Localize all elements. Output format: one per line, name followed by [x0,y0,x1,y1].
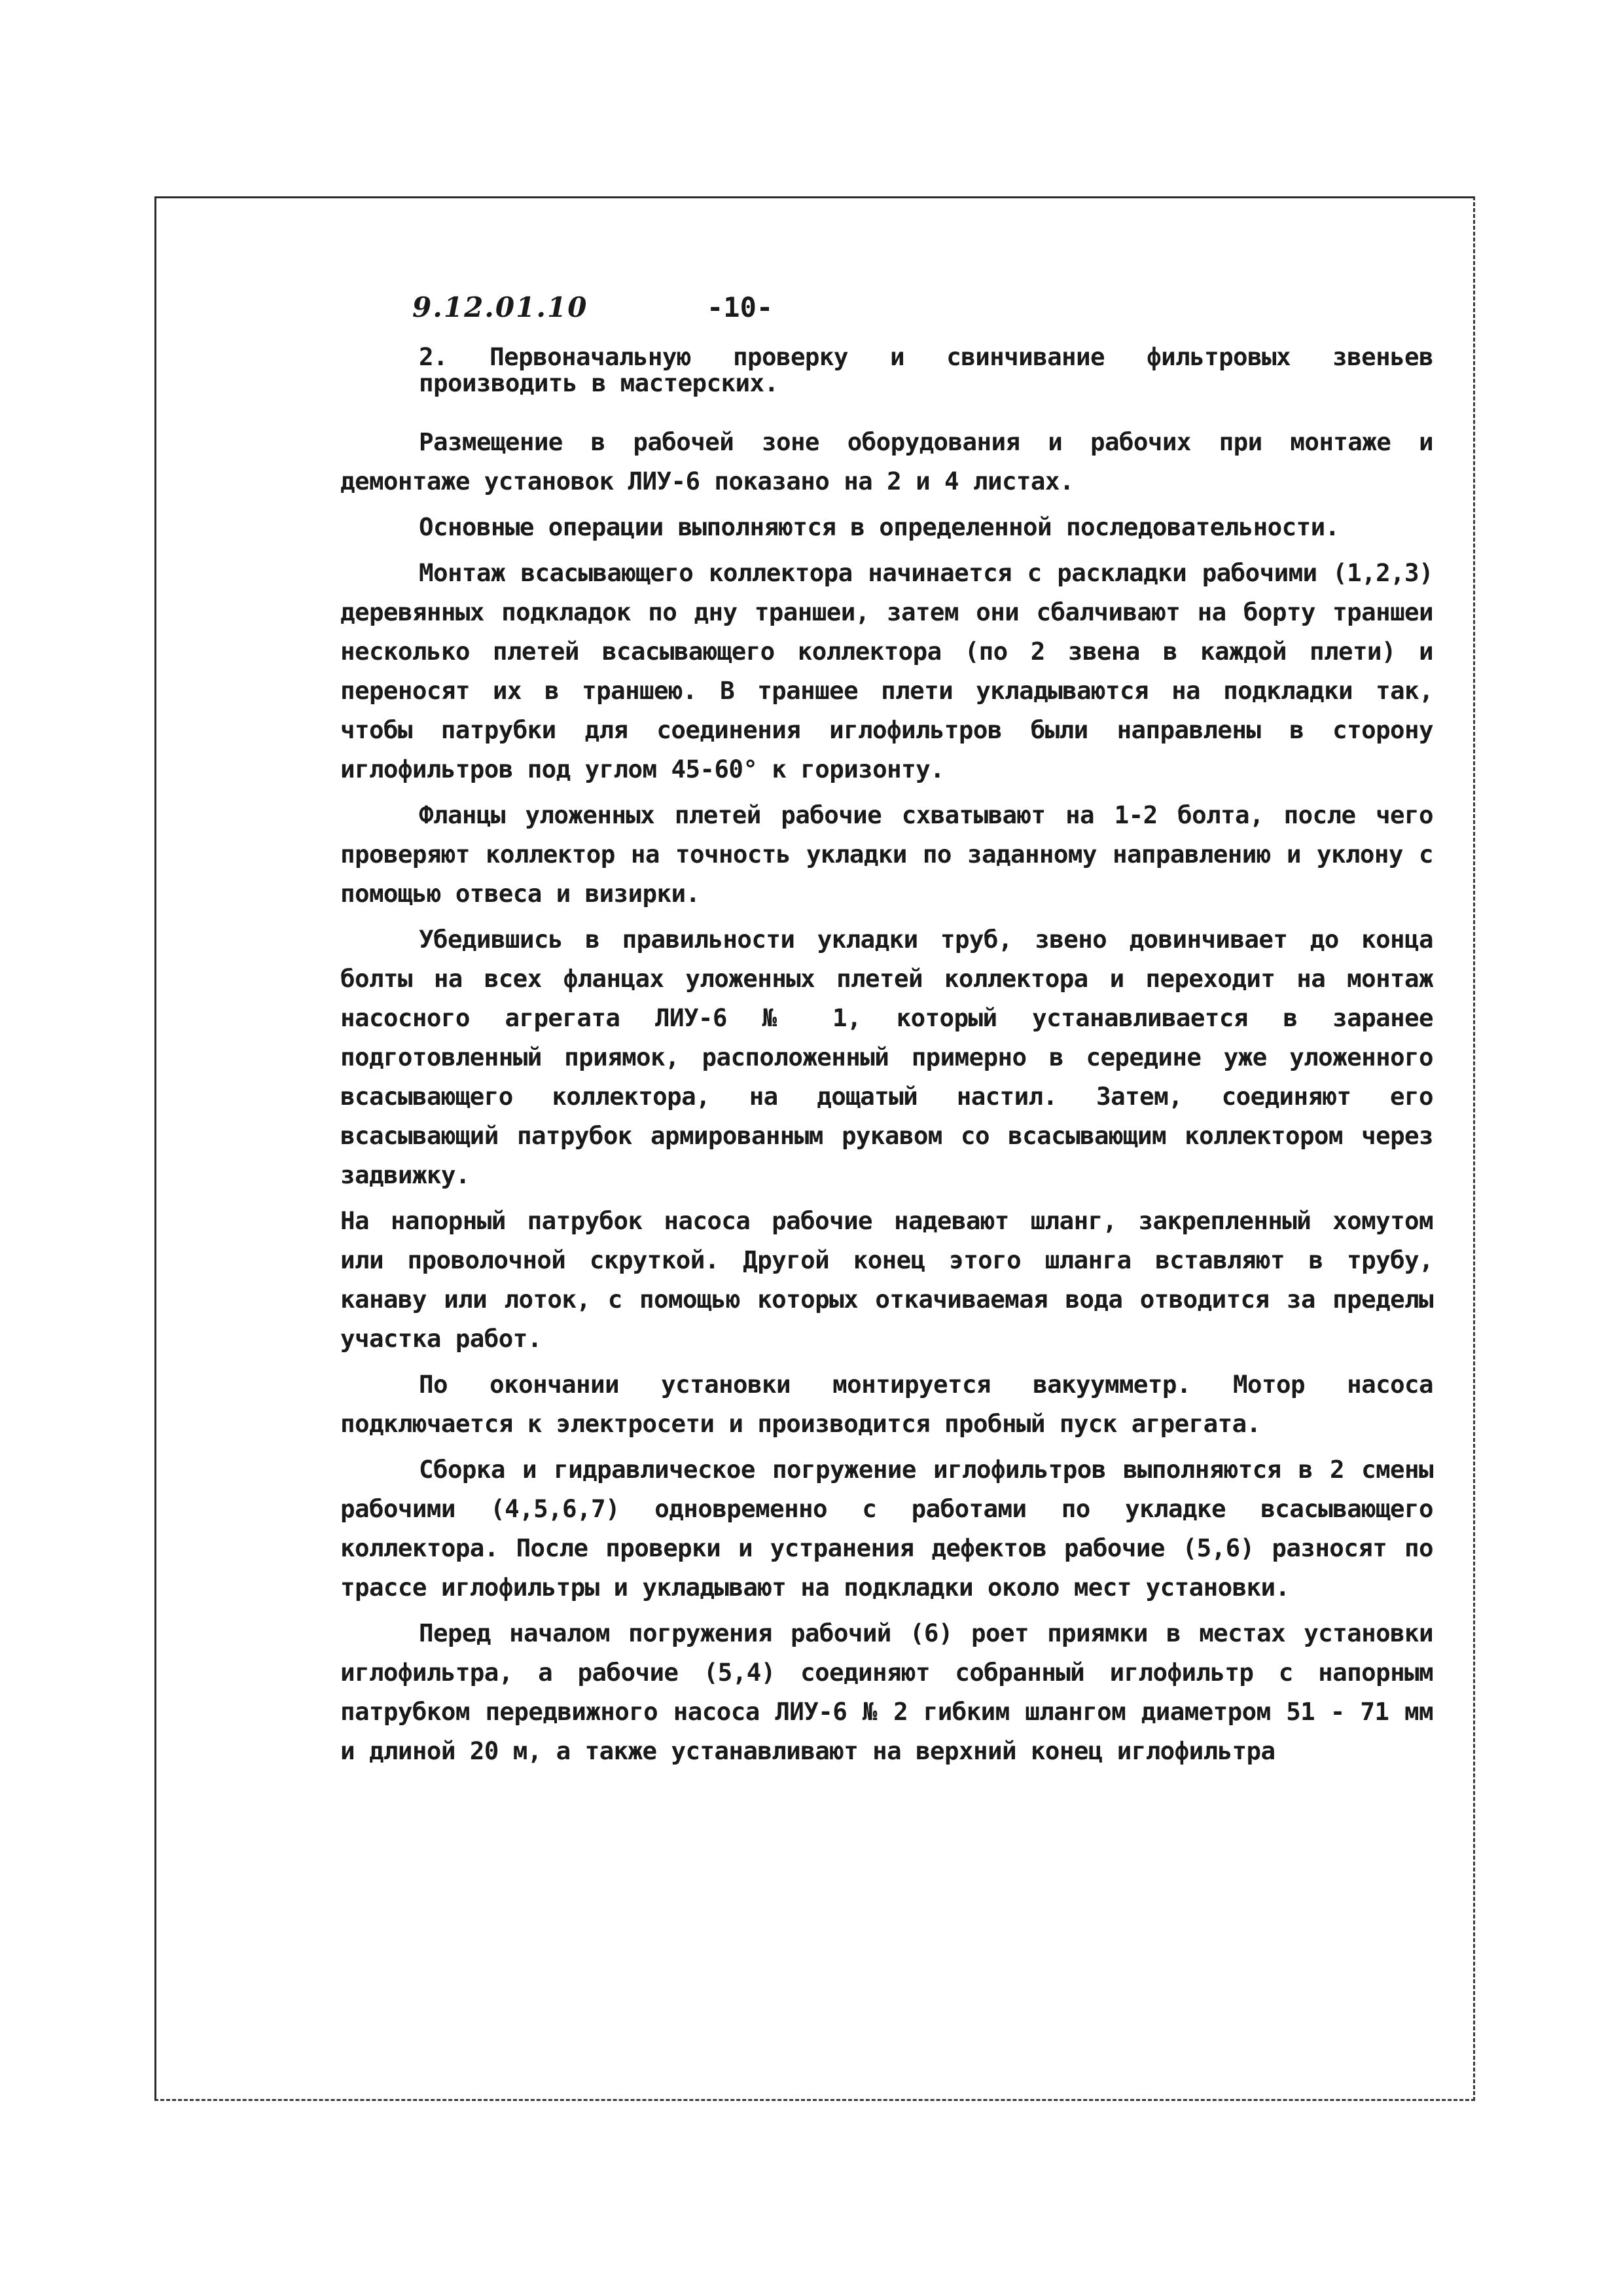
paragraph-discharge-hose: На напорный патрубок насоса рабочие надевают шланг, закрепленный хомутом или проволочной скруткой. Другой конец этого шланга вставляют в трубу, канаву или лоток, с помощью которых откачиваемая вода отводится за пределы участка работ. [340,1206,1433,1353]
paragraph-wellpoint-assembly: Сборка и гидравлическое погружение иглофильтров выполняются в 2 смены рабочими (4,5,6,7) одновременно с работами по укладке всасывающего коллектора. После проверки и устранения дефектов рабочие (5,6) разносят по трассе иглофильтры и укладывают на подкладки около мест установки. [340,1455,1433,1602]
page-number: -10- [707,291,774,323]
paragraph-immersion: Перед началом погружения рабочий (6) роет приямки в местах установки иглофильтра, а рабочие (5,4) соединяют собранный иглофильтр с напорным патрубком передвижного насоса ЛИУ-6 № 2 гибким шлангом диаметром 51 - 71 мм и длиной 20 м, а также устанавливают на верхний конец иглофильтра [340,1619,1433,1765]
paragraph-operations: Основные операции выполняются в определенной последовательности. [419,512,1340,541]
paragraph-item-2: 2. Первоначальную проверку и свинчивание фильтровых звеньев производить в мастерских. [419,342,1433,397]
document-body [340,291,1433,1770]
paragraph-vacuum-gauge: По окончании установки монтируется вакуумметр. Мотор насоса подключается к электросети и производится пробный пуск агрегата. [340,1370,1433,1438]
page-header [340,291,1433,344]
paragraph-collector-mounting: Монтаж всасывающего коллектора начинается с раскладки рабочими (1,2,3) деревянных подкладок по дну траншеи, затем они сбалчивают на борту траншеи несколько плетей всасывающего коллектора (по 2 звена в каждой плети) и переносят их в траншею. В траншее плети укладываются на подкладки так, чтобы патрубки для соединения иглофильтров были направлены в сторону иглофильтров под углом 45-60° к горизонту. [340,558,1433,783]
paragraph-placement: Размещение в рабочей зоне оборудования и рабочих при монтаже и демонтаже установок ЛИУ-6 показано на 2 и 4 листах. [340,427,1433,495]
document-code: 9.12.01.10 [412,291,588,323]
paragraph-pump-unit: Убедившись в правильности укладки труб, звено довинчивает до конца болты на всех фланцах уложенных плетей коллектора и переходит на монтаж насосного агрегата ЛИУ-6 № 1, который устанавливается в заранее подготовленный приямок, расположенный примерно в середине уже уложенного всасывающего коллектора, на дощатый настил. Затем, соединяют его всасывающий патрубок армированным рукавом со всасывающим коллектором через задвижку. [340,925,1433,1189]
paragraph-flanges: Фланцы уложенных плетей рабочие схватывают на 1-2 болта, после чего проверяют коллектор на точность укладки по заданному направлению и уклону с помощью отвеса и визирки. [340,800,1433,908]
